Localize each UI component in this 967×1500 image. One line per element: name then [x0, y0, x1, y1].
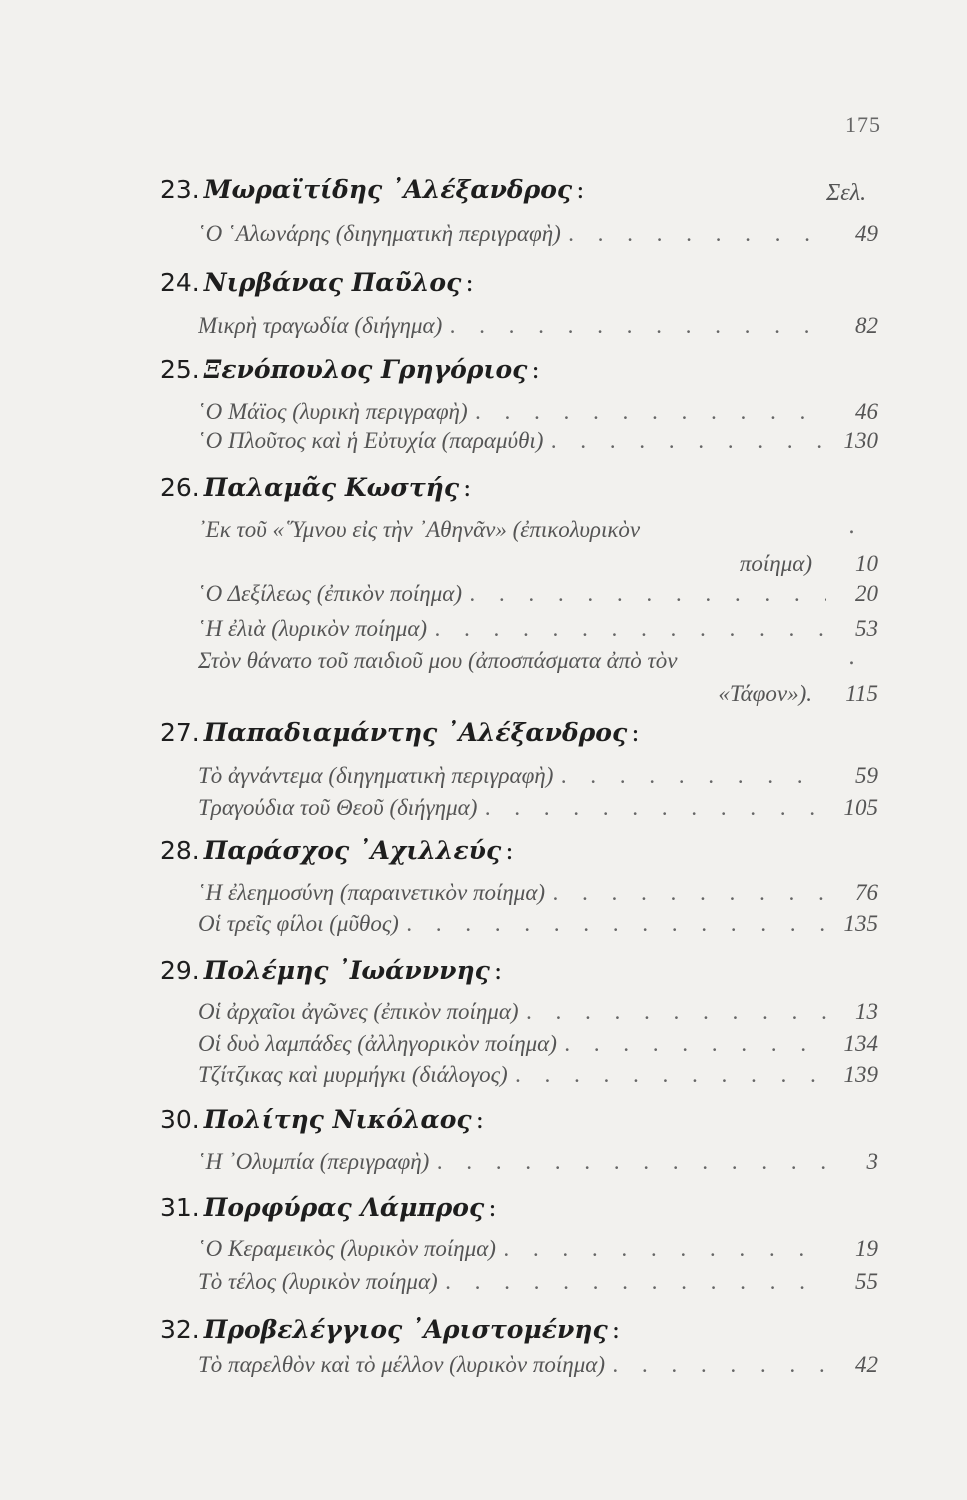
entry-title-continuation: ποίημα): [739, 551, 812, 576]
entry-title: ῾Ο ῾Αλωνάρης (διηγηματικὴ περιγραφὴ): [198, 221, 561, 246]
author-name: Παπαδιαμάντης ᾿Αλέξανδρος: [203, 718, 628, 747]
toc-entry: [198, 1059, 878, 1091]
entry-page: 49: [855, 221, 878, 246]
entry-page: 82: [855, 313, 878, 338]
entry-title: ῾Η ἐλεημοσύνη (παραινετικὸν ποίημα): [198, 880, 546, 905]
entry-page: 19: [855, 1236, 878, 1261]
toc-entry: [198, 1233, 878, 1265]
entry-title: ῾Ο Κεραμεικὸς (λυρικὸν ποίημα): [198, 1236, 496, 1261]
author-number: 23.: [160, 175, 200, 204]
toc-entry: [198, 396, 878, 428]
colon-separator: :: [463, 473, 472, 502]
dot-leader: [429, 1146, 826, 1178]
author-heading: [160, 470, 471, 506]
colon-separator: :: [465, 268, 474, 297]
author-heading: [160, 352, 540, 388]
entry-page: 53: [855, 616, 878, 641]
author-heading: [160, 1190, 497, 1226]
entry-title: Τὸ ἀγνάντεμα (διηγηματικὴ περιγραφὴ): [198, 763, 554, 788]
author-name: Μωραϊτίδης ᾿Αλέξανδρος: [203, 175, 573, 204]
dot-leader: [427, 613, 826, 645]
author-number: 32.: [160, 1315, 200, 1344]
entry-title: Τὸ παρελθὸν καὶ τὸ μέλλον (λυρικὸν ποίημα): [198, 1352, 605, 1377]
author-heading: [160, 833, 514, 869]
author-name: Πολίτης Νικόλαος: [203, 1105, 472, 1134]
toc-entry: [198, 760, 878, 792]
author-name: Πορφύρας Λάμπρος: [203, 1193, 485, 1222]
toc-entry-line: [198, 514, 878, 546]
toc-entry: [198, 792, 878, 824]
author-number: 31.: [160, 1193, 200, 1222]
entry-page: 139: [843, 1062, 878, 1087]
toc-entry: [198, 1266, 878, 1298]
author-name: Πολέμης ᾿Ιωάνννης: [203, 956, 490, 985]
entry-page: 20: [855, 581, 878, 606]
dot-leader: [496, 1233, 826, 1265]
entry-title: Στὸν θάνατο τοῦ παιδιοῦ μου (ἀποσπάσματα ἀπὸ τὸν: [198, 648, 678, 673]
author-heading: [160, 265, 474, 301]
dot-leader: [438, 1266, 826, 1298]
entry-title: ᾿Εκ τοῦ «῞Υμνου εἰς τὴν ᾿Αθηνᾶν» (ἐπικολυρικὸν: [198, 517, 641, 542]
author-number: 28.: [160, 836, 200, 865]
colon-separator: :: [505, 836, 514, 865]
toc-entry: [198, 218, 878, 250]
entry-page: 76: [855, 880, 878, 905]
entry-page: 105: [843, 795, 878, 820]
toc-entry: [198, 1349, 878, 1381]
entry-page: 59: [855, 763, 878, 788]
dot-leader: [543, 425, 826, 457]
entry-title: ῾Ο Πλοῦτος καὶ ἡ Εὐτυχία (παραμύθι): [198, 428, 544, 453]
author-heading: [160, 172, 585, 208]
author-name: Ξενόπουλος Γρηγόριος: [203, 355, 528, 384]
toc-entry: [198, 1028, 878, 1060]
dot-leader: [561, 218, 826, 250]
dot-leader: [462, 578, 826, 610]
colon-separator: :: [631, 718, 640, 747]
dot-leader: [508, 1059, 826, 1091]
entry-page: 135: [843, 911, 878, 936]
author-number: 30.: [160, 1105, 200, 1134]
toc-entry: [198, 908, 878, 940]
author-name: Παλαμᾶς Κωστής: [203, 473, 460, 502]
entry-title: ῾Ο Δεξίλεως (ἐπικὸν ποίημα): [198, 581, 462, 606]
continuation-dot: .: [848, 514, 855, 539]
entry-page: 130: [843, 428, 878, 453]
toc-entry: [198, 877, 878, 909]
dot-leader: [519, 996, 826, 1028]
entry-page: 13: [855, 999, 878, 1024]
author-heading: [160, 715, 640, 751]
author-name: Προβελέγγιος ᾿Αριστομένης: [203, 1315, 608, 1344]
dot-leader: [557, 1028, 826, 1060]
author-number: 27.: [160, 718, 200, 747]
dot-leader: [399, 908, 826, 940]
entry-title: Τζίτζικας καὶ μυρμήγκι (διάλογος): [198, 1062, 508, 1087]
entry-title: Μικρὴ τραγωδία (διήγημα): [198, 313, 443, 338]
entry-page: 46: [855, 399, 878, 424]
entry-title: Οἱ δυὸ λαμπάδες (ἀλληγορικὸν ποίημα): [198, 1031, 557, 1056]
colon-separator: :: [475, 1105, 485, 1134]
colon-separator: :: [488, 1193, 497, 1222]
colon-separator: :: [576, 175, 585, 204]
entry-title: ῾Η ἐλιὰ (λυρικὸν ποίημα): [198, 616, 428, 641]
author-number: 24.: [160, 268, 200, 297]
author-name: Παράσχος ᾿Αχιλλεύς: [203, 836, 502, 865]
toc-entry: [198, 578, 878, 610]
dot-leader: [545, 877, 826, 909]
dot-leader: [605, 1349, 826, 1381]
toc-entry: [198, 996, 878, 1028]
page-column-label: Σελ.: [826, 180, 867, 206]
entry-page: 3: [866, 1149, 878, 1174]
author-number: 25.: [160, 355, 200, 384]
entry-title: Οἱ ἀρχαῖοι ἀγῶνες (ἐπικὸν ποίημα): [198, 999, 519, 1024]
toc-entry: [198, 1146, 878, 1178]
dot-leader: [442, 310, 826, 342]
toc-entry: [198, 310, 878, 342]
dot-leader: [477, 792, 826, 824]
entry-title-continuation: «Τάφον»).: [718, 681, 812, 706]
entry-title: ῾Ο Μάϊος (λυρικὴ περιγραφὴ): [198, 399, 468, 424]
toc-entry: [198, 425, 878, 457]
entry-page: 55: [855, 1269, 878, 1294]
dot-leader: [553, 760, 826, 792]
toc-entry-line: [198, 678, 878, 710]
dot-leader: [468, 396, 826, 428]
author-heading: [160, 1102, 484, 1138]
author-number: 29.: [160, 956, 200, 985]
toc-entry-line: [198, 548, 878, 580]
page-number: 175: [845, 112, 881, 137]
author-number: 26.: [160, 473, 200, 502]
entry-title: ῾Η ᾿Ολυμπία (περιγραφὴ): [198, 1149, 430, 1174]
colon-separator: :: [531, 355, 540, 384]
toc-entry-line: [198, 645, 878, 677]
entry-title: Τὸ τέλος (λυρικὸν ποίημα): [198, 1269, 438, 1294]
entry-page: 10: [855, 551, 878, 576]
colon-separator: :: [611, 1315, 621, 1344]
entry-title: Τραγούδια τοῦ Θεοῦ (διήγημα): [198, 795, 478, 820]
author-name: Νιρβάνας Παῦλος: [203, 268, 462, 297]
continuation-dot: .: [848, 645, 855, 670]
entry-page: 42: [855, 1352, 878, 1377]
entry-page: 115: [845, 681, 878, 706]
author-heading: [160, 1312, 620, 1348]
toc-entry: [198, 613, 878, 645]
author-heading: [160, 953, 502, 989]
colon-separator: :: [493, 956, 503, 985]
entry-page: 134: [843, 1031, 878, 1056]
entry-title: Οἱ τρεῖς φίλοι (μῦθος): [198, 911, 399, 936]
